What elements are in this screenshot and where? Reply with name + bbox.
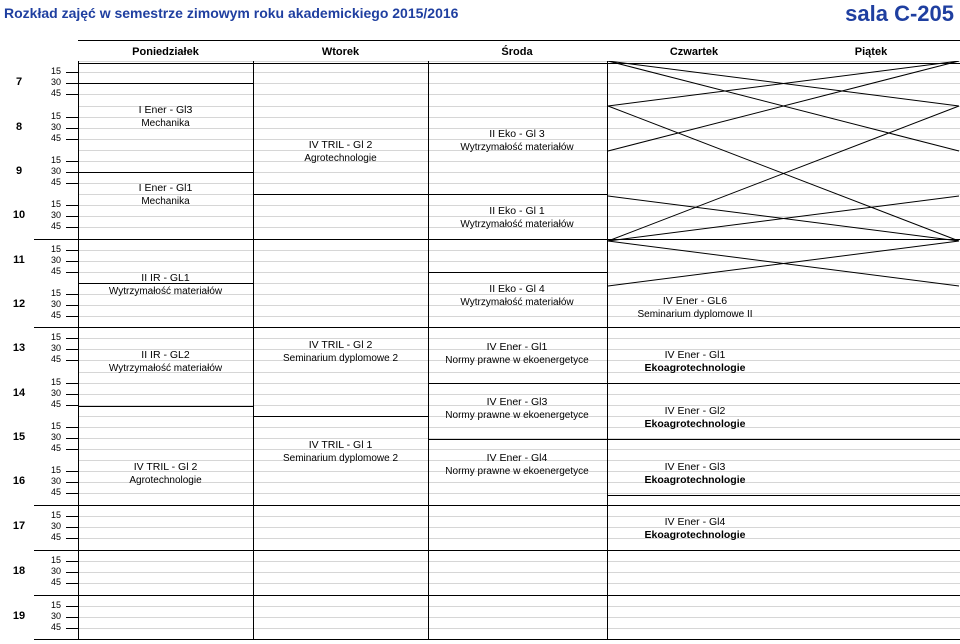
hour-label: 15 bbox=[12, 431, 26, 443]
event-boundary bbox=[428, 383, 607, 384]
minute-tick bbox=[66, 316, 78, 317]
hour-label: 7 bbox=[15, 76, 23, 88]
block-separator bbox=[34, 639, 960, 640]
page-title: Rozkład zajęć w semestrze zimowym roku akademickiego 2015/2016 bbox=[4, 5, 459, 21]
quarter-line bbox=[78, 516, 960, 517]
minute-label: 30 bbox=[51, 476, 62, 487]
event-thu-4[interactable]: IV Ener - Gl3 Ekoagrotechnologie bbox=[644, 461, 746, 486]
minute-label: 45 bbox=[51, 354, 62, 365]
minute-tick bbox=[66, 516, 78, 517]
minute-tick bbox=[66, 561, 78, 562]
minute-tick bbox=[66, 94, 78, 95]
minute-label: 15 bbox=[51, 555, 62, 566]
quarter-line bbox=[78, 583, 960, 584]
minute-tick bbox=[66, 438, 78, 439]
minute-tick bbox=[66, 482, 78, 483]
minute-label: 45 bbox=[51, 487, 62, 498]
minute-label: 15 bbox=[51, 332, 62, 343]
minute-tick bbox=[66, 617, 78, 618]
event-wed-3[interactable]: II Eko - Gl 4 Wytrzymałość materiałów bbox=[460, 283, 574, 308]
minute-tick bbox=[66, 139, 78, 140]
event-thu-1[interactable]: IV Ener - GL6 Seminarium dyplomowe II bbox=[637, 295, 753, 320]
event-thu-2[interactable]: IV Ener - Gl1 Ekoagrotechnologie bbox=[644, 349, 746, 374]
minute-label: 30 bbox=[51, 432, 62, 443]
minute-label: 30 bbox=[51, 299, 62, 310]
minute-tick bbox=[66, 527, 78, 528]
minute-tick bbox=[66, 294, 78, 295]
minute-label: 15 bbox=[51, 510, 62, 521]
minute-label: 30 bbox=[51, 77, 62, 88]
event-wed-4[interactable]: IV Ener - Gl1 Normy prawne w ekoenergetyce bbox=[445, 341, 589, 366]
event-boundary bbox=[607, 327, 960, 328]
quarter-line bbox=[78, 606, 960, 607]
minute-tick bbox=[66, 583, 78, 584]
minute-tick bbox=[66, 261, 78, 262]
hour-label: 19 bbox=[12, 610, 26, 622]
quarter-line bbox=[78, 561, 960, 562]
day-header-wednesday: Środa bbox=[501, 46, 533, 58]
minute-label: 45 bbox=[51, 532, 62, 543]
minute-tick bbox=[66, 383, 78, 384]
minute-label: 15 bbox=[51, 377, 62, 388]
event-boundary bbox=[78, 406, 253, 407]
minute-tick bbox=[66, 471, 78, 472]
hour-label: 16 bbox=[12, 475, 26, 487]
event-boundary bbox=[253, 194, 428, 195]
event-mon-5[interactable]: IV TRIL - Gl 2 Agrotechnologie bbox=[129, 461, 202, 486]
event-boundary bbox=[428, 272, 607, 273]
hour-label: 14 bbox=[12, 387, 26, 399]
day-header-thursday: Czwartek bbox=[669, 46, 719, 58]
day-header-friday: Piątek bbox=[854, 46, 888, 58]
minute-tick bbox=[66, 360, 78, 361]
minute-tick bbox=[66, 338, 78, 339]
minute-label: 30 bbox=[51, 166, 62, 177]
quarter-line bbox=[78, 316, 960, 317]
quarter-line bbox=[78, 572, 960, 573]
event-wed-5[interactable]: IV Ener - Gl3 Normy prawne w ekoenergetyce bbox=[445, 396, 589, 421]
minute-label: 15 bbox=[51, 244, 62, 255]
minute-tick bbox=[66, 427, 78, 428]
minute-label: 30 bbox=[51, 611, 62, 622]
minute-label: 15 bbox=[51, 600, 62, 611]
hour-label: 11 bbox=[13, 254, 25, 266]
event-thu-5[interactable]: IV Ener - Gl4 Ekoagrotechnologie bbox=[644, 516, 746, 541]
friday-unavailable-marks bbox=[607, 61, 960, 287]
room-label: sala C-205 bbox=[845, 1, 954, 26]
minute-label: 15 bbox=[51, 465, 62, 476]
quarter-line bbox=[78, 449, 960, 450]
quarter-line bbox=[78, 538, 960, 539]
minute-tick bbox=[66, 227, 78, 228]
minute-label: 15 bbox=[51, 66, 62, 77]
event-mon-1[interactable]: I Ener - Gl3 Mechanika bbox=[138, 104, 193, 129]
minute-label: 45 bbox=[51, 622, 62, 633]
minute-label: 45 bbox=[51, 177, 62, 188]
minute-tick bbox=[66, 572, 78, 573]
hour-label: 9 bbox=[15, 165, 23, 177]
minute-label: 30 bbox=[51, 566, 62, 577]
quarter-line bbox=[78, 527, 960, 528]
event-boundary bbox=[607, 383, 960, 384]
minute-label: 45 bbox=[51, 577, 62, 588]
minute-label: 45 bbox=[51, 399, 62, 410]
event-boundary bbox=[607, 439, 960, 440]
minute-label: 45 bbox=[51, 221, 62, 232]
minute-label: 15 bbox=[51, 111, 62, 122]
event-wed-6[interactable]: IV Ener - Gl4 Normy prawne w ekoenergetyce bbox=[445, 452, 589, 477]
event-boundary bbox=[253, 416, 428, 417]
minute-tick bbox=[66, 628, 78, 629]
day-header-tuesday: Wtorek bbox=[321, 46, 360, 58]
minute-tick bbox=[66, 405, 78, 406]
hour-label: 12 bbox=[12, 298, 26, 310]
event-boundary bbox=[253, 327, 428, 328]
quarter-line bbox=[78, 617, 960, 618]
event-boundary bbox=[78, 83, 253, 84]
event-tue-2[interactable]: IV TRIL - Gl 2 Seminarium dyplomowe 2 bbox=[282, 339, 399, 364]
minute-tick bbox=[66, 161, 78, 162]
minute-tick bbox=[66, 72, 78, 73]
event-mon-4[interactable]: II IR - GL2 Wytrzymałość materiałów bbox=[108, 349, 223, 374]
quarter-line bbox=[78, 427, 960, 428]
day-header-monday: Poniedziałek bbox=[132, 46, 199, 58]
minute-tick bbox=[66, 117, 78, 118]
minute-label: 15 bbox=[51, 421, 62, 432]
minute-label: 15 bbox=[51, 288, 62, 299]
event-wed-2[interactable]: II Eko - Gl 1 Wytrzymałość materiałów bbox=[460, 205, 574, 230]
hour-label: 8 bbox=[15, 121, 23, 133]
minute-tick bbox=[66, 394, 78, 395]
event-wed-1[interactable]: II Eko - Gl 3 Wytrzymałość materiałów bbox=[460, 128, 574, 153]
hour-label: 10 bbox=[12, 209, 26, 221]
hour-label: 18 bbox=[12, 565, 26, 577]
block-separator bbox=[34, 505, 960, 506]
hour-label: 17 bbox=[12, 520, 26, 532]
minute-label: 45 bbox=[51, 88, 62, 99]
minute-tick bbox=[66, 493, 78, 494]
event-tue-1[interactable]: IV TRIL - Gl 2 Agrotechnologie bbox=[304, 139, 377, 164]
block-separator bbox=[34, 550, 960, 551]
minute-label: 30 bbox=[51, 521, 62, 532]
minute-tick bbox=[66, 349, 78, 350]
minute-label: 30 bbox=[51, 343, 62, 354]
minute-label: 45 bbox=[51, 443, 62, 454]
minute-tick bbox=[66, 305, 78, 306]
minute-label: 30 bbox=[51, 210, 62, 221]
minute-label: 45 bbox=[51, 266, 62, 277]
minute-tick bbox=[66, 128, 78, 129]
event-tue-3[interactable]: IV TRIL - Gl 1 Seminarium dyplomowe 2 bbox=[282, 439, 399, 464]
event-boundary bbox=[607, 495, 960, 496]
quarter-line bbox=[78, 628, 960, 629]
minute-tick bbox=[66, 272, 78, 273]
minute-label: 30 bbox=[51, 255, 62, 266]
minute-label: 45 bbox=[51, 133, 62, 144]
quarter-line bbox=[78, 338, 960, 339]
minute-tick bbox=[66, 538, 78, 539]
minute-label: 45 bbox=[51, 310, 62, 321]
minute-label: 30 bbox=[51, 388, 62, 399]
hour-label: 13 bbox=[12, 342, 26, 354]
minute-tick bbox=[66, 172, 78, 173]
minute-label: 15 bbox=[51, 155, 62, 166]
minute-tick bbox=[66, 216, 78, 217]
event-boundary bbox=[428, 194, 607, 195]
minute-tick bbox=[66, 83, 78, 84]
block-separator bbox=[34, 595, 960, 596]
minute-tick bbox=[66, 205, 78, 206]
minute-label: 15 bbox=[51, 199, 62, 210]
minute-label: 30 bbox=[51, 122, 62, 133]
minute-tick bbox=[66, 449, 78, 450]
minute-tick bbox=[66, 606, 78, 607]
event-mon-2[interactable]: I Ener - Gl1 Mechanika bbox=[138, 182, 193, 207]
event-boundary bbox=[428, 439, 607, 440]
event-mon-3[interactable]: II IR - GL1 Wytrzymałość materiałów bbox=[108, 272, 223, 297]
minute-tick bbox=[66, 250, 78, 251]
event-boundary bbox=[78, 172, 253, 173]
minute-tick bbox=[66, 183, 78, 184]
event-thu-3[interactable]: IV Ener - Gl2 Ekoagrotechnologie bbox=[644, 405, 746, 430]
